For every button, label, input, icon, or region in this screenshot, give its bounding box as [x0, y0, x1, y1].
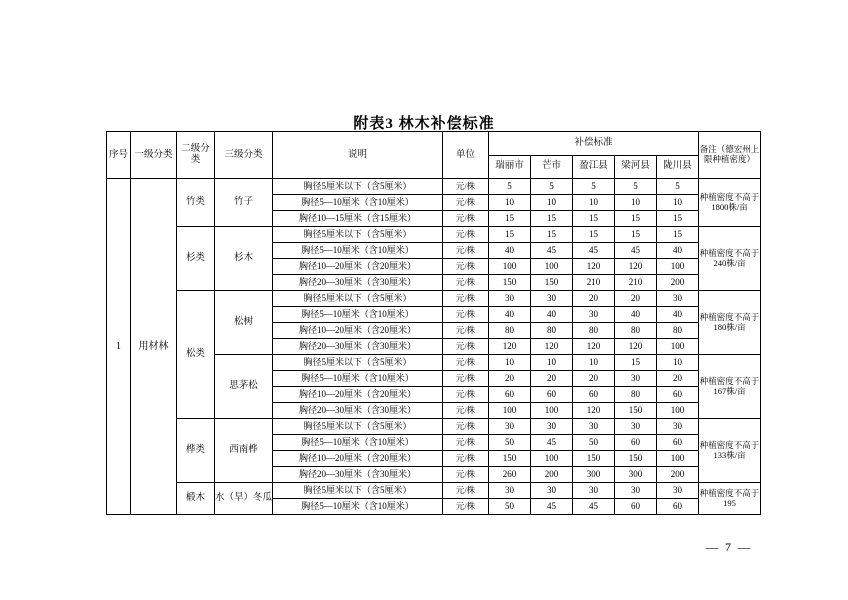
table-row	[107, 419, 761, 435]
cell-category-level3: 竹子	[215, 179, 273, 227]
cell-price-ruili: 5	[489, 179, 531, 195]
cell-price-lianghe: 15	[615, 211, 657, 227]
cell-price-longchuan: 10	[657, 355, 699, 371]
cell-category-level3: 杉木	[215, 227, 273, 291]
cell-price-mangshi: 120	[531, 339, 573, 355]
cell-description: 胸径5厘米以下（含5厘米）	[273, 483, 443, 499]
cell-price-mangshi: 15	[531, 211, 573, 227]
cell-price-ruili: 150	[489, 275, 531, 291]
cell-price-lianghe: 15	[615, 355, 657, 371]
cell-price-longchuan: 100	[657, 403, 699, 419]
cell-price-lianghe: 60	[615, 499, 657, 515]
cell-description: 胸径10—20厘米（含20厘米）	[273, 451, 443, 467]
cell-note: 种植密度不高于240株/亩	[699, 227, 761, 291]
cell-unit: 元/株	[443, 195, 489, 211]
page-title: 附表3 林木补偿标准	[353, 116, 495, 132]
cell-price-lianghe: 30	[615, 483, 657, 499]
cell-unit: 元/株	[443, 291, 489, 307]
table-body	[107, 179, 761, 515]
cell-unit: 元/株	[443, 435, 489, 451]
header-note: 备注（德宏州上限种植密度）	[699, 132, 761, 179]
cell-price-yingjiang: 120	[573, 259, 615, 275]
cell-price-ruili: 40	[489, 307, 531, 323]
cell-description: 胸径10—15厘米（含15厘米）	[273, 211, 443, 227]
cell-price-yingjiang: 50	[573, 435, 615, 451]
cell-price-mangshi: 20	[531, 371, 573, 387]
cell-category-level1: 用材林	[131, 179, 177, 515]
cell-description: 胸径20—30厘米（含30厘米）	[273, 467, 443, 483]
cell-unit: 元/株	[443, 371, 489, 387]
cell-price-mangshi: 10	[531, 195, 573, 211]
cell-price-ruili: 50	[489, 435, 531, 451]
cell-note: 种植密度不高于167株/亩	[699, 355, 761, 419]
cell-price-yingjiang: 300	[573, 467, 615, 483]
table-row	[107, 483, 761, 499]
cell-price-yingjiang: 210	[573, 275, 615, 291]
cell-price-lianghe: 60	[615, 435, 657, 451]
cell-price-ruili: 10	[489, 195, 531, 211]
cell-price-longchuan: 100	[657, 339, 699, 355]
cell-price-yingjiang: 20	[573, 371, 615, 387]
cell-price-lianghe: 45	[615, 243, 657, 259]
cell-price-ruili: 15	[489, 227, 531, 243]
cell-price-yingjiang: 45	[573, 243, 615, 259]
cell-price-mangshi: 100	[531, 259, 573, 275]
cell-price-longchuan: 100	[657, 451, 699, 467]
cell-price-longchuan: 15	[657, 211, 699, 227]
cell-price-mangshi: 40	[531, 307, 573, 323]
header-desc: 说明	[273, 132, 443, 179]
cell-price-longchuan: 30	[657, 483, 699, 499]
cell-description: 胸径5—10厘米（含10厘米）	[273, 435, 443, 451]
cell-description: 胸径5厘米以下（含5厘米）	[273, 291, 443, 307]
cell-price-mangshi: 100	[531, 403, 573, 419]
cell-price-ruili: 100	[489, 403, 531, 419]
cell-note: 种植密度不高于1800株/亩	[699, 179, 761, 227]
cell-price-lianghe: 120	[615, 259, 657, 275]
cell-price-ruili: 60	[489, 387, 531, 403]
cell-price-yingjiang: 120	[573, 339, 615, 355]
cell-price-mangshi: 30	[531, 419, 573, 435]
cell-price-longchuan: 40	[657, 307, 699, 323]
header-unit: 单位	[443, 132, 489, 179]
header-price-group: 补偿标准	[489, 132, 699, 156]
cell-price-mangshi: 30	[531, 291, 573, 307]
cell-price-ruili: 10	[489, 355, 531, 371]
cell-price-longchuan: 30	[657, 419, 699, 435]
cell-price-ruili: 30	[489, 483, 531, 499]
cell-note: 种植密度不高于180株/亩	[699, 291, 761, 355]
cell-unit: 元/株	[443, 467, 489, 483]
cell-price-lianghe: 120	[615, 339, 657, 355]
cell-unit: 元/株	[443, 499, 489, 515]
cell-price-mangshi: 200	[531, 467, 573, 483]
cell-category-level3: 西南桦	[215, 419, 273, 483]
cell-description: 胸径5—10厘米（含10厘米）	[273, 243, 443, 259]
cell-price-lianghe: 80	[615, 387, 657, 403]
cell-price-ruili: 40	[489, 243, 531, 259]
cell-unit: 元/株	[443, 179, 489, 195]
cell-unit: 元/株	[443, 355, 489, 371]
cell-price-yingjiang: 10	[573, 355, 615, 371]
cell-price-lianghe: 150	[615, 451, 657, 467]
cell-price-longchuan: 30	[657, 291, 699, 307]
cell-price-ruili: 80	[489, 323, 531, 339]
page-number: — 7 —	[706, 540, 752, 554]
cell-description: 胸径5厘米以下（含5厘米）	[273, 227, 443, 243]
header-cat3: 三级分类	[215, 132, 273, 179]
cell-price-mangshi: 150	[531, 275, 573, 291]
cell-price-mangshi: 80	[531, 323, 573, 339]
compensation-standards-table	[106, 131, 761, 515]
cell-unit: 元/株	[443, 243, 489, 259]
cell-price-yingjiang: 60	[573, 387, 615, 403]
cell-price-yingjiang: 15	[573, 211, 615, 227]
header-region-longchuan: 陇川县	[657, 155, 699, 179]
cell-price-mangshi: 10	[531, 355, 573, 371]
cell-description: 胸径10—20厘米（含20厘米）	[273, 323, 443, 339]
cell-price-mangshi: 5	[531, 179, 573, 195]
cell-price-lianghe: 30	[615, 371, 657, 387]
cell-category-level3: 思茅松	[215, 355, 273, 419]
cell-price-ruili: 15	[489, 211, 531, 227]
cell-category-level3: 松树	[215, 291, 273, 355]
cell-price-mangshi: 15	[531, 227, 573, 243]
cell-note: 种植密度不高于133株/亩	[699, 419, 761, 483]
cell-seq: 1	[107, 179, 131, 515]
cell-price-longchuan: 5	[657, 179, 699, 195]
cell-price-ruili: 30	[489, 419, 531, 435]
table-row	[107, 227, 761, 243]
cell-description: 胸径20—30厘米（含30厘米）	[273, 275, 443, 291]
cell-unit: 元/株	[443, 211, 489, 227]
cell-price-yingjiang: 150	[573, 451, 615, 467]
cell-category-level2: 杉类	[177, 227, 215, 291]
cell-price-lianghe: 15	[615, 227, 657, 243]
cell-price-lianghe: 40	[615, 307, 657, 323]
cell-price-longchuan: 40	[657, 243, 699, 259]
cell-price-mangshi: 60	[531, 387, 573, 403]
cell-unit: 元/株	[443, 259, 489, 275]
cell-price-lianghe: 210	[615, 275, 657, 291]
cell-unit: 元/株	[443, 275, 489, 291]
cell-unit: 元/株	[443, 227, 489, 243]
cell-price-ruili: 150	[489, 451, 531, 467]
table-header	[107, 132, 761, 179]
cell-description: 胸径20—30厘米（含30厘米）	[273, 339, 443, 355]
cell-unit: 元/株	[443, 483, 489, 499]
header-region-lianghe: 梁河县	[615, 155, 657, 179]
cell-description: 胸径5厘米以下（含5厘米）	[273, 179, 443, 195]
cell-unit: 元/株	[443, 387, 489, 403]
cell-price-lianghe: 80	[615, 323, 657, 339]
cell-category-level2: 椴木	[177, 483, 215, 515]
cell-price-longchuan: 15	[657, 227, 699, 243]
cell-unit: 元/株	[443, 323, 489, 339]
cell-price-yingjiang: 30	[573, 419, 615, 435]
cell-price-yingjiang: 10	[573, 195, 615, 211]
cell-description: 胸径5—10厘米（含10厘米）	[273, 499, 443, 515]
cell-price-yingjiang: 15	[573, 227, 615, 243]
cell-price-yingjiang: 80	[573, 323, 615, 339]
cell-price-yingjiang: 5	[573, 179, 615, 195]
cell-category-level2: 松类	[177, 291, 215, 419]
cell-price-longchuan: 10	[657, 195, 699, 211]
header-region-yingjiang: 盈江县	[573, 155, 615, 179]
cell-price-mangshi: 100	[531, 451, 573, 467]
cell-description: 胸径10—20厘米（含20厘米）	[273, 259, 443, 275]
header-region-mangshi: 芒市	[531, 155, 573, 179]
cell-category-level2: 桦类	[177, 419, 215, 483]
cell-price-longchuan: 60	[657, 387, 699, 403]
header-seq: 序号	[107, 132, 131, 179]
cell-price-ruili: 50	[489, 499, 531, 515]
cell-price-ruili: 120	[489, 339, 531, 355]
cell-price-yingjiang: 30	[573, 307, 615, 323]
cell-price-longchuan: 200	[657, 275, 699, 291]
cell-price-longchuan: 20	[657, 371, 699, 387]
cell-price-longchuan: 60	[657, 499, 699, 515]
cell-price-lianghe: 300	[615, 467, 657, 483]
cell-description: 胸径20—30厘米（含30厘米）	[273, 403, 443, 419]
cell-price-lianghe: 20	[615, 291, 657, 307]
cell-price-longchuan: 60	[657, 435, 699, 451]
header-cat1: 一级分类	[131, 132, 177, 179]
cell-price-mangshi: 45	[531, 435, 573, 451]
header-cat2: 二级分类	[177, 132, 215, 179]
cell-price-ruili: 260	[489, 467, 531, 483]
cell-price-longchuan: 80	[657, 323, 699, 339]
cell-category-level3: 水（旱）冬瓜	[215, 483, 273, 515]
cell-description: 胸径5厘米以下（含5厘米）	[273, 355, 443, 371]
cell-price-ruili: 100	[489, 259, 531, 275]
cell-category-level2: 竹类	[177, 179, 215, 227]
cell-unit: 元/株	[443, 403, 489, 419]
cell-price-ruili: 20	[489, 371, 531, 387]
cell-price-lianghe: 10	[615, 195, 657, 211]
cell-price-lianghe: 150	[615, 403, 657, 419]
table-row	[107, 179, 761, 195]
cell-price-yingjiang: 20	[573, 291, 615, 307]
cell-unit: 元/株	[443, 419, 489, 435]
cell-price-lianghe: 30	[615, 419, 657, 435]
cell-price-lianghe: 5	[615, 179, 657, 195]
cell-description: 胸径5—10厘米（含10厘米）	[273, 195, 443, 211]
cell-price-mangshi: 45	[531, 499, 573, 515]
cell-price-mangshi: 45	[531, 243, 573, 259]
table-row	[107, 291, 761, 307]
cell-price-yingjiang: 30	[573, 483, 615, 499]
cell-description: 胸径10—20厘米（含20厘米）	[273, 387, 443, 403]
cell-unit: 元/株	[443, 451, 489, 467]
cell-price-ruili: 30	[489, 291, 531, 307]
cell-price-yingjiang: 45	[573, 499, 615, 515]
cell-unit: 元/株	[443, 339, 489, 355]
cell-price-mangshi: 30	[531, 483, 573, 499]
cell-price-yingjiang: 120	[573, 403, 615, 419]
header-region-ruili: 瑞丽市	[489, 155, 531, 179]
cell-description: 胸径5—10厘米（含10厘米）	[273, 371, 443, 387]
cell-note: 种植密度不高于195	[699, 483, 761, 515]
cell-description: 胸径5厘米以下（含5厘米）	[273, 419, 443, 435]
cell-unit: 元/株	[443, 307, 489, 323]
cell-price-longchuan: 100	[657, 259, 699, 275]
cell-description: 胸径5—10厘米（含10厘米）	[273, 307, 443, 323]
cell-price-longchuan: 200	[657, 467, 699, 483]
